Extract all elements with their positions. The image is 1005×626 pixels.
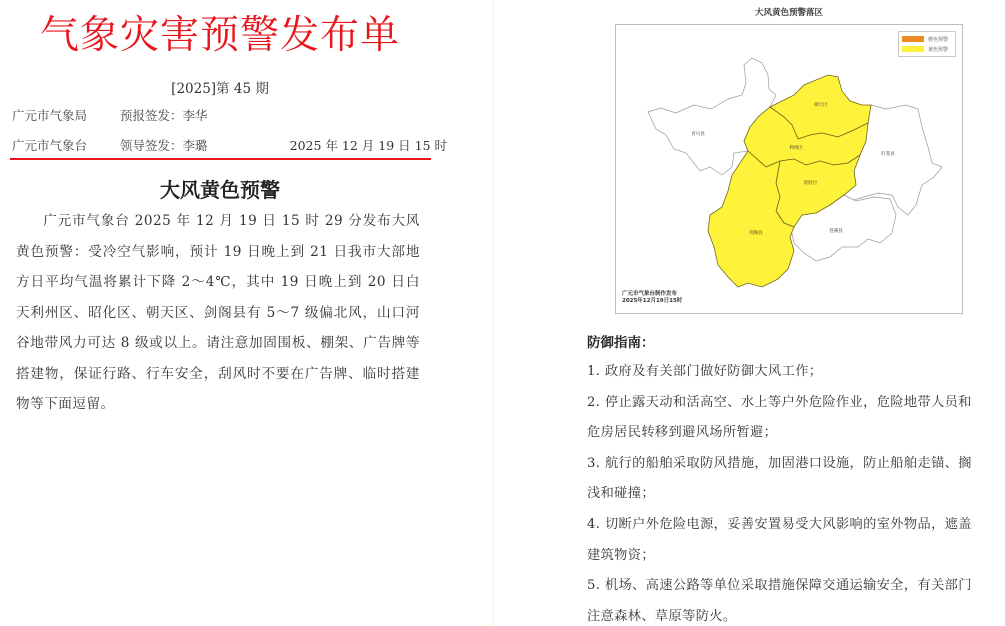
bureau-name: 广元市气象局 (12, 108, 88, 123)
label-cangxi: 苍溪县 (829, 229, 843, 234)
map-title: 大风黄色预警落区 (754, 8, 823, 18)
map-credit-issuer: 广元市气象台制作发布 (622, 291, 678, 297)
warning-bulletin-page (0, 0, 492, 626)
warning-area-map (615, 24, 963, 314)
forecast-signer-name: 李华 (182, 108, 208, 123)
guide-item: 2. 停止露天动和活高空、水上等户外危险作业，危险地带人员和危房居民转移到避风场所暂避； (587, 394, 972, 441)
leader-signer (120, 137, 208, 155)
meta-row-leader (12, 137, 447, 155)
guide-item: 1. 政府及有关部门做好防御大风工作； (587, 364, 823, 379)
defense-guide-title: 防御指南： (587, 335, 655, 351)
observatory-name: 广元市气象台 (12, 138, 88, 153)
warning-body: 广元市气象台 2025 年 12 月 19 日 15 时 29 分发布大风黄色预警：受冷空气影响，预计 19 日晚上到 21 日我市大部地方日平均气温将累计下降 2～4℃，其中 19 日晚上到 20 日白天利州区、昭化区、朝天区、剑阁县有 5～7 级偏北风，山口河谷地带风力可达 8 级或以上。请注意加固围板、棚架、广告牌等搭建物，保证行路、行车安全，刮风时不要在广告牌、临时搭建物等下面逗留。 (16, 213, 420, 412)
issue-number: [2025]第 45 期 (171, 81, 269, 97)
forecast-signer-label: 预报签发： (120, 108, 183, 123)
legend-yellow (902, 44, 952, 54)
legend-orange (902, 34, 952, 44)
meta-row-forecast (12, 107, 437, 125)
label-chaotian: 朝天区 (814, 103, 828, 108)
map-credit (622, 291, 682, 305)
label-qingchuan: 青川县 (691, 132, 705, 137)
defense-guide-list (587, 357, 983, 626)
district-map-svg (616, 25, 962, 313)
yellow-swatch (902, 46, 924, 52)
label-wangcang: 旺苍县 (881, 152, 895, 157)
legend-yellow-label: 黄色预警 (928, 46, 949, 53)
guide-item: 4. 切断户外危险电源，妥善安置易受大风影响的室外物品，遮盖建筑物资； (587, 516, 972, 563)
label-zhaohua: 昭化区 (804, 181, 818, 186)
label-lizhou: 利州区 (789, 146, 803, 151)
issue-time: 2025 年 12 月 19 日 15 时 (289, 138, 447, 153)
orange-swatch (902, 36, 924, 42)
map-and-guide-page (494, 0, 1005, 626)
forecast-signer (120, 107, 208, 125)
label-jiange: 剑阁县 (749, 231, 763, 236)
map-legend (898, 31, 956, 57)
bulletin-main-title: 气象灾害预警发布单 (39, 13, 400, 58)
guide-item: 5. 机场、高速公路等单位采取措施保障交通运输安全，有关部门注意森林、草原等防火。 (587, 578, 972, 624)
leader-signer-label: 领导签发： (120, 138, 183, 153)
red-divider-line (10, 158, 431, 160)
map-credit-time: 2025年12月19日15时 (622, 298, 683, 304)
warning-title: 大风黄色预警 (160, 178, 280, 202)
legend-orange-label: 橙色预警 (928, 36, 949, 43)
leader-signer-name: 李璐 (182, 138, 208, 153)
guide-item: 3. 航行的船舶采取防风措施，加固港口设施，防止船舶走锚、搁浅和碰撞； (587, 455, 972, 502)
